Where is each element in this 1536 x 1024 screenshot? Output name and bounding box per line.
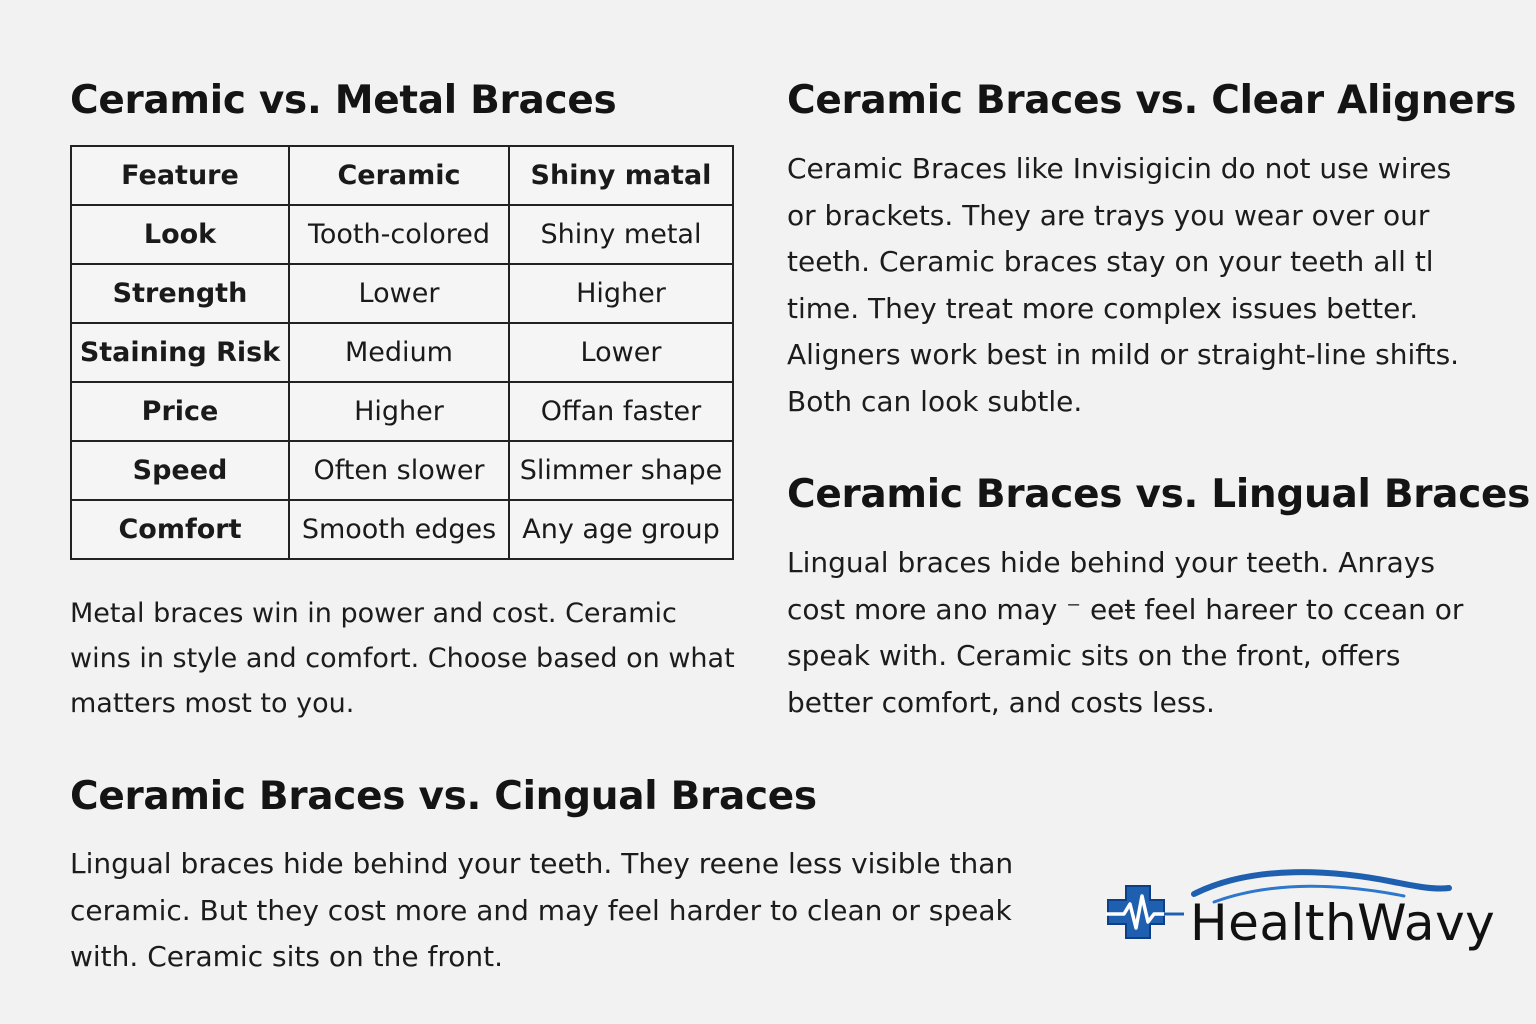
table-cell: Higher [509, 264, 733, 323]
table-row [71, 205, 733, 264]
cingual-section-title: Ceramic Braces vs. Cingual Braces [70, 774, 817, 819]
table-row-label: Staining Risk [71, 323, 289, 382]
lingual-section-text: Lingual braces hide behind your teeth. Anrays cost more ano may ⁻ eeŧ feel hareer to ccean or speak with. Ceramic sits on the front, offers better comfort, and costs less. [787, 546, 1464, 719]
table-row [71, 500, 733, 559]
table-header-row [71, 146, 733, 205]
table-cell: Offan faster [509, 382, 733, 441]
table-cell: Medium [289, 323, 509, 382]
brand-logo [1104, 866, 1496, 966]
metal-section-text: Metal braces win in power and cost. Ceramic wins in style and comfort. Choose based on what matters most to you. [70, 598, 735, 719]
lingual-section-title: Ceramic Braces vs. Lingual Braces [787, 472, 1531, 517]
table-header-cell: Shiny matal [509, 146, 733, 205]
table-row [71, 382, 733, 441]
table-header-cell: Ceramic [289, 146, 509, 205]
comparison-table [70, 145, 734, 560]
table-header-cell: Feature [71, 146, 289, 205]
table-cell: Slimmer shape [509, 441, 733, 500]
table-cell: Higher [289, 382, 509, 441]
aligners-section-text: Ceramic Braces like Invisigicin do not use wires or brackets. They are trays you wear over our teeth. Ceramic braces stay on your teeth all tl time. They treat more complex issues better. Aligners work best in mild or straight-line shifts. Both can look subtle. [787, 152, 1460, 418]
table-cell: Smooth edges [289, 500, 509, 559]
table-cell: Lower [289, 264, 509, 323]
table-row [71, 264, 733, 323]
table-cell: Lower [509, 323, 733, 382]
table-row [71, 441, 733, 500]
table-cell: Often slower [289, 441, 509, 500]
table-cell: Any age group [509, 500, 733, 559]
table-row-label: Strength [71, 264, 289, 323]
table-row-label: Price [71, 382, 289, 441]
table-cell: Tooth-colored [289, 205, 509, 264]
table-row [71, 323, 733, 382]
brand-name: HealthWavy [1190, 894, 1496, 952]
metal-section-title: Ceramic vs. Metal Braces [70, 78, 617, 123]
table-row-label: Comfort [71, 500, 289, 559]
cingual-section-text: Lingual braces hide behind your teeth. They reene less visible than ceramic. But they cost more and may feel harder to clean or speak with. Ceramic sits on the front. [70, 847, 1014, 973]
table-cell: Shiny metal [509, 205, 733, 264]
aligners-section-title: Ceramic Braces vs. Clear Aligners [787, 78, 1517, 123]
table-row-label: Speed [71, 441, 289, 500]
table-row-label: Look [71, 205, 289, 264]
